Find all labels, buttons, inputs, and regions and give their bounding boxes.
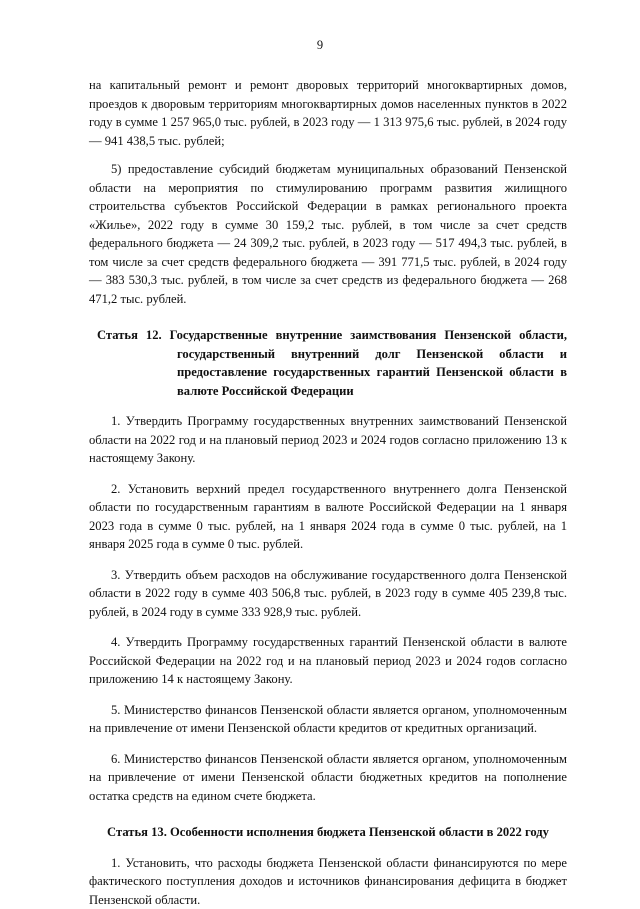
article-12-paragraph-1: 1. Утвердить Программу государственных внутренних заимствований Пензенской области на 2022 год и на плановый период 2023 и 2024 годов согласно приложению 13 к настоящему Закону. <box>89 412 567 468</box>
article-13-paragraph-1: 1. Установить, что расходы бюджета Пензенской области финансируются по мере фактического поступления доходов и источников финансирования дефицита в бюджет Пензенской области. <box>89 854 567 909</box>
article-12-paragraph-6: 6. Министерство финансов Пензенской области является органом, уполномоченным на привлечение от имени Пензенской области бюджетных кредитов на пополнение остатка средств на едином счете бюджета. <box>89 750 567 806</box>
page-number: 9 <box>0 38 640 53</box>
document-body <box>89 76 567 909</box>
article-12-paragraph-2: 2. Установить верхний предел государственного внутреннего долга Пензенской области по государственным гарантиям в валюте Российской Федерации на 1 января 2023 года в сумме 0 тыс. рублей, на 1 января 2024 года в сумме 0 тыс. рублей, на 1 января 2025 года в сумме 0 тыс. рублей. <box>89 480 567 554</box>
list-item-5: 5) предоставление субсидий бюджетам муниципальных образований Пензенской области на мероприятия по стимулированию программ развития жилищного строительства субъектов Российской Федерации в рамках регионального проекта «Жилье», 2022 году в сумме 30 159,2 тыс. рублей, в том числе за счет средств федерального бюджета — 24 309,2 тыс. рублей, в 2023 году — 517 494,3 тыс. рублей, в том числе за счет средств федерального бюджета — 391 771,5 тыс. рублей, в 2024 году — 383 530,3 тыс. рублей, в том числе за счет средств из федерального бюджета — 268 471,2 тыс. рублей. <box>89 160 567 308</box>
article-13-heading: Статья 13. Особенности исполнения бюджета Пензенской области в 2022 году <box>85 823 571 842</box>
article-12-paragraph-5: 5. Министерство финансов Пензенской области является органом, уполномоченным на привлечение от имени Пензенской области кредитов от кредитных организаций. <box>89 701 567 738</box>
article-12-paragraph-4: 4. Утвердить Программу государственных гарантий Пензенской области в валюте Российской Федерации на 2022 год и на плановый период 2023 и 2024 годов согласно приложению 14 к настоящему Закону. <box>89 633 567 689</box>
article-12-paragraph-3: 3. Утвердить объем расходов на обслуживание государственного долга Пензенской области в 2022 году в сумме 403 506,8 тыс. рублей, в 2023 году в сумме 405 239,8 тыс. рублей, в 2024 году в сумме 333 928,9 тыс. рублей. <box>89 566 567 622</box>
article-12-heading: Статья 12. Государственные внутренние заимствования Пензенской области, государственный внутренний долг Пензенской области и предоставление государственных гарантий Пензенской области в валюте Российской Федерации <box>97 326 567 400</box>
intro-continuation: на капитальный ремонт и ремонт дворовых территорий многоквартирных домов, проездов к дворовым территориям многоквартирных домов населенных пунктов в 2022 году в сумме 1 257 965,0 тыс. рублей, в 2023 году — 1 313 975,6 тыс. рублей, в 2024 году — 941 438,5 тыс. рублей; <box>89 76 567 150</box>
